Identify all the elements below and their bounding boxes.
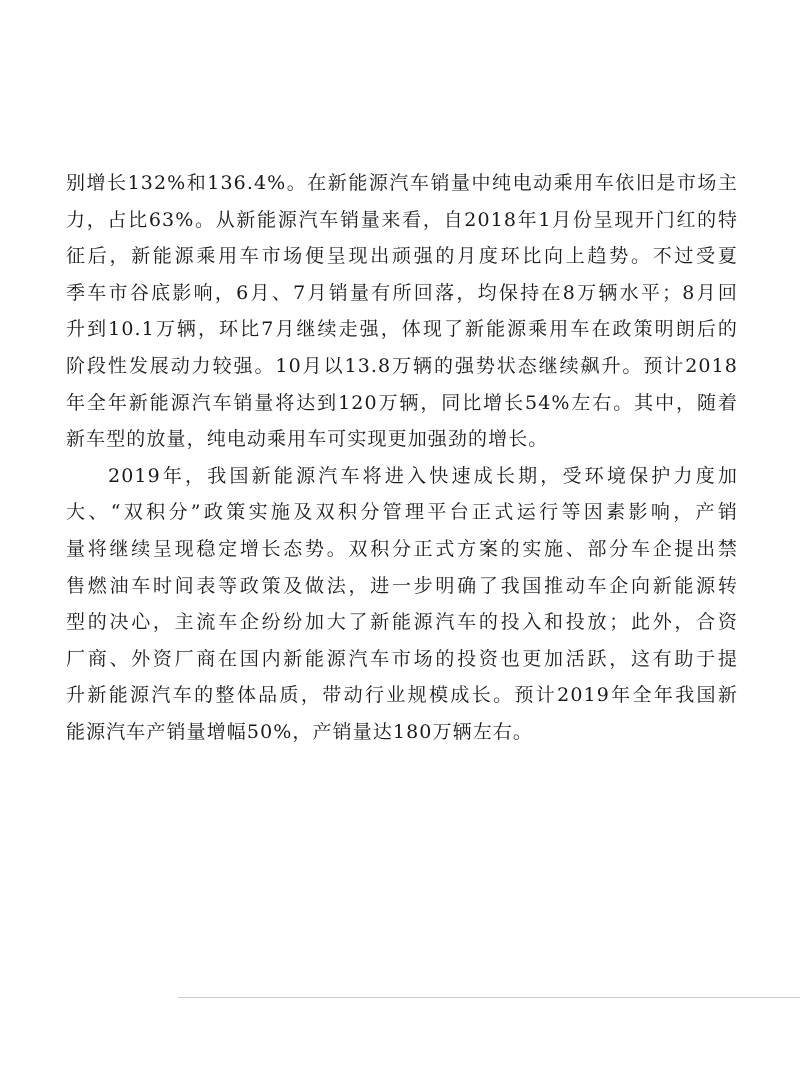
text-line: 征后，新能源乘用车市场便呈现出顽强的月度环比向上趋势。不过受夏 bbox=[66, 245, 738, 268]
text-line: 2019年，我国新能源汽车将进入快速成长期，受环境保护力度加 bbox=[108, 464, 738, 487]
body-text bbox=[66, 165, 738, 751]
text-line: 力，占比63%。从新能源汽车销量来看，自2018年1月份呈现开门红的特 bbox=[66, 208, 738, 231]
text-line: 厂商、外资厂商在国内新能源汽车市场的投资也更加活跃，这有助于提 bbox=[66, 647, 738, 670]
footer-divider bbox=[178, 997, 800, 998]
text-line: 售燃油车时间表等政策及做法，进一步明确了我国推动车企向新能源转 bbox=[66, 574, 738, 597]
text-line: 升新能源汽车的整体品质，带动行业规模成长。预计2019年全年我国新 bbox=[66, 684, 738, 707]
text-line: 阶段性发展动力较强。10月以13.8万辆的强势状态继续飙升。预计2018 bbox=[66, 354, 738, 377]
paragraph-outlook-2019 bbox=[66, 458, 738, 751]
text-line: 能源汽车产销量增幅50%，产销量达180万辆左右。 bbox=[66, 720, 533, 743]
text-line: 升到10.1万辆，环比7月继续走强，体现了新能源乘用车在政策明朗后的 bbox=[66, 318, 738, 341]
text-line: 量将继续呈现稳定增长态势。双积分正式方案的实施、部分车企提出禁 bbox=[66, 537, 738, 560]
text-line: 别增长132%和136.4%。在新能源汽车销量中纯电动乘用车依旧是市场主 bbox=[66, 172, 738, 194]
text-line: 年全年新能源汽车销量将达到120万辆，同比增长54%左右。其中，随着 bbox=[66, 391, 738, 414]
text-line: 大、“双积分”政策实施及双积分管理平台正式运行等因素影响，产销 bbox=[66, 501, 738, 524]
paragraph-sales-2018 bbox=[66, 165, 738, 458]
text-line: 新车型的放量，纯电动乘用车可实现更加强劲的增长。 bbox=[66, 428, 549, 451]
text-line: 型的决心，主流车企纷纷加大了新能源汽车的投入和投放；此外，合资 bbox=[66, 611, 738, 634]
text-line: 季车市谷底影响，6月、7月销量有所回落，均保持在8万辆水平；8月回 bbox=[66, 281, 738, 304]
